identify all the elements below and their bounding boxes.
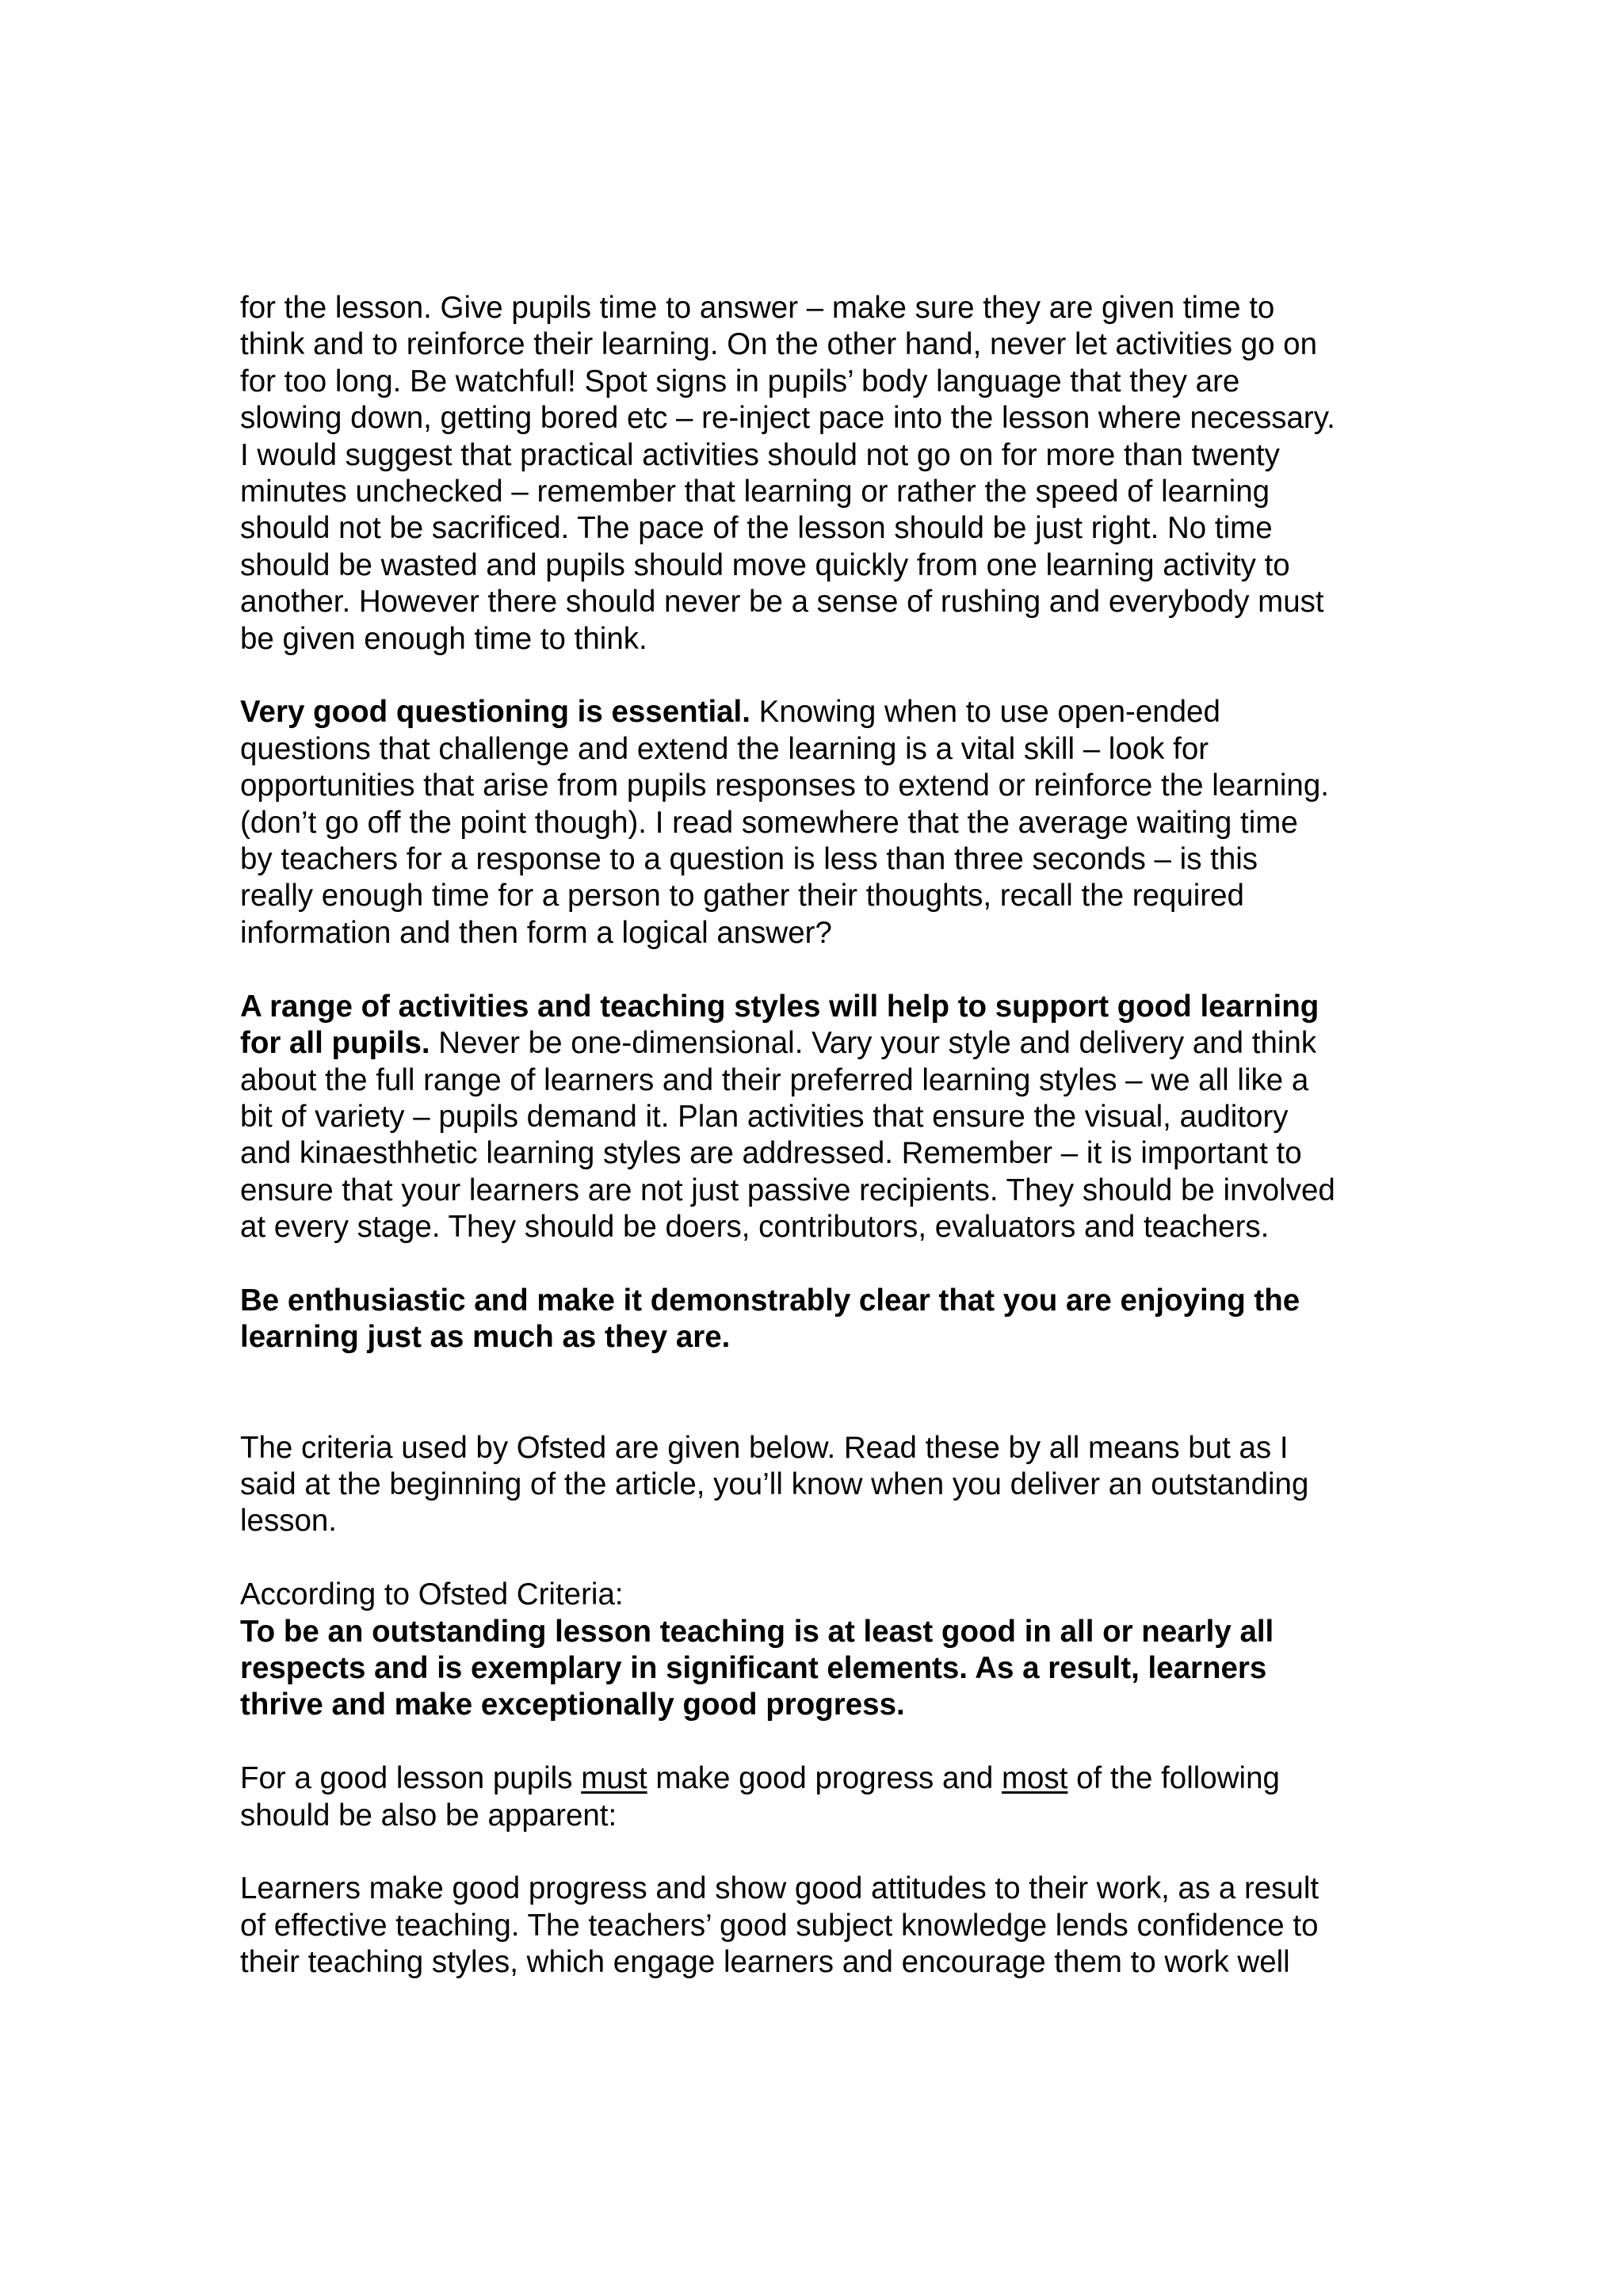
text-line [240, 1025, 1413, 1062]
text-line: should not be sacrificed. The pace of the lesson should be just right. No time [240, 511, 1273, 546]
text-line: slowing down, getting bored etc – re-inject pace into the lesson where necessary. [240, 401, 1335, 436]
text-line: ensure that your learners are not just passive recipients. They should be involved [240, 1173, 1335, 1207]
paragraph-enthusiasm [240, 1283, 1413, 1356]
underlined-text: must [581, 1761, 647, 1796]
paragraph-ofsted-criteria [240, 1577, 1413, 1724]
text-line: should be also be apparent: [240, 1798, 617, 1833]
text-fragment: Never be one-dimensional. Vary your style and delivery and think [430, 1026, 1317, 1061]
text-line: information and then form a logical answer? [240, 915, 832, 950]
text-fragment: For a good lesson pupils [240, 1761, 582, 1796]
bold-text: thrive and make exceptionally good progress. [240, 1688, 905, 1722]
bold-text: Be enthusiastic and make it demonstrably clear that you are enjoying the [240, 1283, 1300, 1318]
text-line: said at the beginning of the article, you’ll know when you deliver an outstanding [240, 1466, 1309, 1501]
text-line: for the lesson. Give pupils time to answer – make sure they are given time to [240, 291, 1275, 325]
text-line: The criteria used by Ofsted are given below. Read these by all means but as I [240, 1430, 1289, 1465]
text-fragment: Knowing when to use open-ended [750, 695, 1220, 730]
paragraph-spacer [240, 952, 1413, 988]
text-line: opportunities that arise from pupils responses to extend or reinforce the learning. [240, 769, 1329, 803]
bold-text: To be an outstanding lesson teaching is at least good in all or nearly all [240, 1614, 1274, 1649]
text-line: I would suggest that practical activities should not go on for more than twenty [240, 437, 1280, 472]
text-line: Learners make good progress and show good attitudes to their work, as a result [240, 1871, 1319, 1906]
text-line [240, 1687, 1413, 1723]
text-line: think and to reinforce their learning. On the other hand, never let activities go on [240, 327, 1318, 362]
text-line: really enough time for a person to gather their thoughts, recall the required [240, 879, 1244, 913]
text-line: should be wasted and pupils should move quickly from one learning activity to [240, 547, 1290, 582]
paragraph-spacer [240, 1724, 1413, 1760]
text-fragment: make good progress and [647, 1761, 1002, 1796]
bold-text: learning just as much as they are. [240, 1320, 731, 1355]
text-line: minutes unchecked – remember that learning or rather the speed of learning [240, 475, 1270, 509]
paragraph-questioning [240, 694, 1413, 952]
text-line: lesson. [240, 1504, 337, 1539]
text-line [240, 1650, 1413, 1687]
text-line: by teachers for a response to a question is less than three seconds – is this [240, 842, 1258, 877]
paragraph-learners-progress [240, 1871, 1413, 1981]
text-line [240, 1614, 1413, 1650]
text-line: their teaching styles, which engage learners and encourage them to work well [240, 1945, 1290, 1980]
text-line [240, 694, 1413, 730]
bold-heading: A range of activities and teaching styles will help to support good learning [240, 989, 1319, 1024]
text-line: bit of variety – pupils demand it. Plan activities that ensure the visual, auditory [240, 1099, 1289, 1134]
text-line [240, 1283, 1413, 1319]
paragraph-activities-styles [240, 989, 1413, 1246]
paragraph-spacer [240, 658, 1413, 694]
paragraph-spacer [240, 1246, 1413, 1283]
underlined-text: most [1001, 1761, 1068, 1796]
paragraph-ofsted-intro [240, 1430, 1413, 1540]
paragraph-spacer [240, 1540, 1413, 1577]
text-line [240, 1760, 1413, 1797]
bold-heading: for all pupils. [240, 1026, 430, 1061]
paragraph-good-lesson [240, 1760, 1413, 1834]
text-line: at every stage. They should be doers, contributors, evaluators and teachers. [240, 1210, 1270, 1245]
text-fragment: of the following [1067, 1761, 1280, 1796]
text-line: questions that challenge and extend the learning is a vital skill – look for [240, 731, 1209, 766]
paragraph-spacer [240, 1356, 1413, 1430]
document-body [240, 290, 1413, 1981]
text-line: of effective teaching. The teachers’ good subject knowledge lends confidence to [240, 1908, 1319, 1943]
text-line [240, 989, 1413, 1025]
paragraph-lesson-pace [240, 290, 1413, 658]
paragraph-spacer [240, 1834, 1413, 1871]
bold-heading: Very good questioning is essential. [240, 695, 750, 730]
text-line: about the full range of learners and their preferred learning styles – we all like a [240, 1062, 1309, 1097]
text-line: be given enough time to think. [240, 621, 647, 656]
text-line [240, 1319, 1413, 1356]
text-line: and kinaesthhetic learning styles are addressed. Remember – it is important to [240, 1136, 1302, 1171]
text-line: another. However there should never be a sense of rushing and everybody must [240, 585, 1324, 620]
bold-text: respects and is exemplary in significant elements. As a result, learners [240, 1650, 1267, 1685]
text-line: According to Ofsted Criteria: [240, 1577, 624, 1612]
text-line: for too long. Be watchful! Spot signs in pupils’ body language that they are [240, 364, 1240, 399]
text-line: (don’t go off the point though). I read somewhere that the average waiting time [240, 805, 1298, 840]
